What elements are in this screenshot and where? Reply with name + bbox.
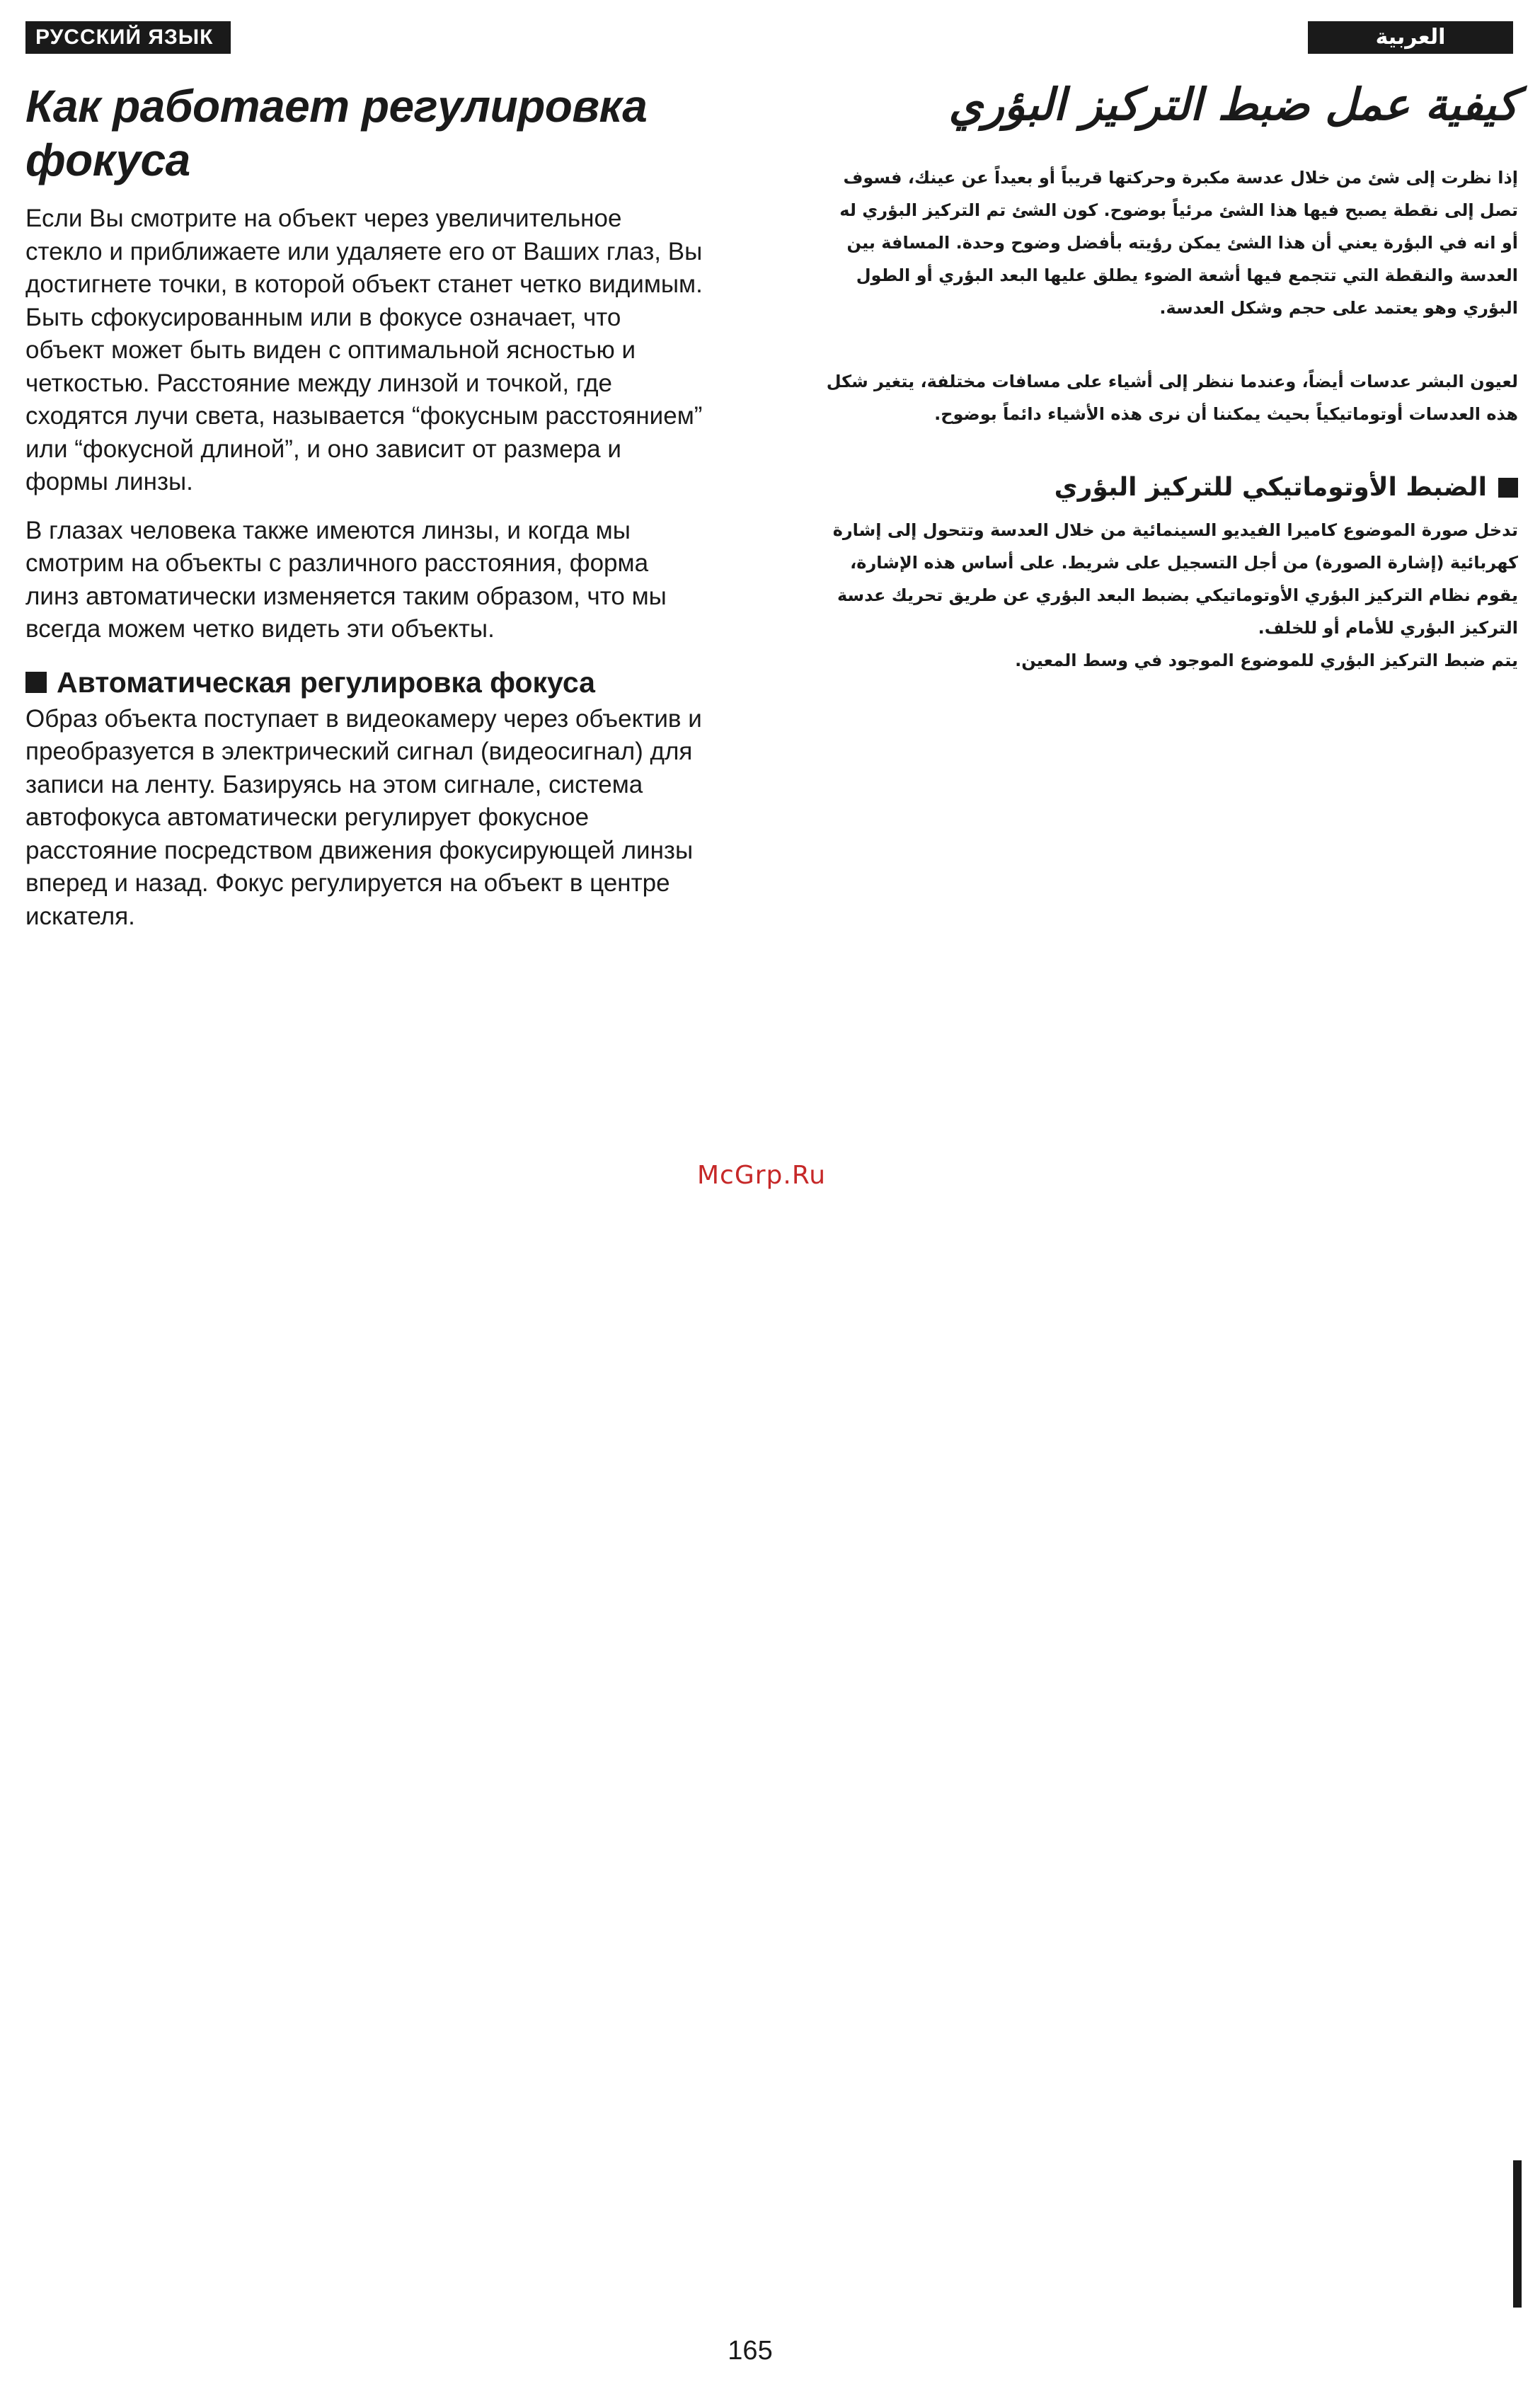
russian-column: [25, 71, 705, 933]
paragraph-2-russian: Быть сфокусированным или в фокусе означает, что объект может быть виден с оптимальной ясностью и четкостью. Расстояние между линзой и точкой, где сходятся лучи света, называется “фокусным расстоянием” или “фокусной длиной”, и оно зависит от размера и формы линзы.: [25, 303, 703, 495]
paragraph-2-arabic: لعيون البشر عدسات أيضاً، وعندما ننظر إلى أشياء على مسافات مختلفة، يتغير شكل هذه العدسات أوتوماتيكياً بحيث يمكننا أن نرى هذه الأشياء دائماً بوضوح.: [826, 372, 1518, 424]
page-title-arabic: كيفية عمل ضبط التركيز البؤري: [948, 79, 1518, 130]
section-body-arabic-2: يتم ضبط التركيز البؤري للموضوع الموجود في وسط المعين.: [1015, 651, 1518, 670]
page-number: 165: [728, 2336, 773, 2366]
paragraph-1-russian: Если Вы смотрите на объект через увеличительное стекло и приближаете или удаляете его от Ваших глаз, Вы достигнете точки, в которой объект станет четко видимым.: [25, 205, 703, 298]
paragraph-3-russian: В глазах человека также имеются линзы, и когда мы смотрим на объекты с различного расстояния, форма линз автоматически изменяется таким образом, что мы всегда можем четко видеть эти объекты.: [25, 516, 667, 643]
section-body-arabic: تدخل صورة الموضوع كاميرا الفيديو السينمائية من خلال العدسة وتتحول إلى إشارة كهربائية (إشارة الصورة) من أجل التسجيل على شريط. على أساس هذه الإشارة، يقوم نظام التركيز البؤري الأوتوماتيكي بضبط البعد البؤري عن طريق تحريك عدسة التركيز البؤري للأمام أو للخلف.: [832, 520, 1518, 638]
watermark: McGrp.Ru: [697, 1161, 827, 1190]
section-heading-arabic: [821, 470, 1518, 505]
square-bullet-icon: [1498, 478, 1518, 498]
section-heading-russian: [25, 665, 705, 700]
language-tab-arabic: العربية: [1308, 21, 1513, 54]
page-title-russian: Как работает регулировка фокуса: [25, 81, 648, 185]
paragraph-1-arabic: إذا نظرت إلى شئ من خلال عدسة مكبرة وحركتها قريباً أو بعيداً عن عينك، فسوف تصل إلى نقطة يصبح فيها هذا الشئ مرئياً بوضوح. كون الشئ تم التركيز البؤري له أو انه في البؤرة يعني أن هذا الشئ يمكن رؤيته بأفضل وضوح وحدة. المسافة بين العدسة والنقطة التي تتجمع فيها أشعة الضوء يطلق عليها البعد البؤري أو الطول البؤري وهو يعتمد على حجم وشكل العدسة.: [839, 168, 1518, 318]
section-body-russian: Образ объекта поступает в видеокамеру через объектив и преобразуется в электрический сигнал (видеосигнал) для записи на ленту. Базируясь на этом сигнале, система автофокуса автоматически регулирует фокусное расстояние посредством движения фокусирующей линзы вперед и назад. Фокус регулируется на объект в центре искателя.: [25, 704, 702, 930]
language-tab-russian: РУССКИЙ ЯЗЫК: [25, 21, 231, 54]
square-bullet-icon: [25, 672, 47, 693]
section-heading-arabic-text: الضبط الأوتوماتيكي للتركيز البؤري: [1054, 473, 1487, 502]
arabic-column: [821, 71, 1518, 677]
page-edge-marker: [1513, 2160, 1522, 2308]
section-heading-russian-text: Автоматическая регулировка фокуса: [57, 665, 595, 699]
